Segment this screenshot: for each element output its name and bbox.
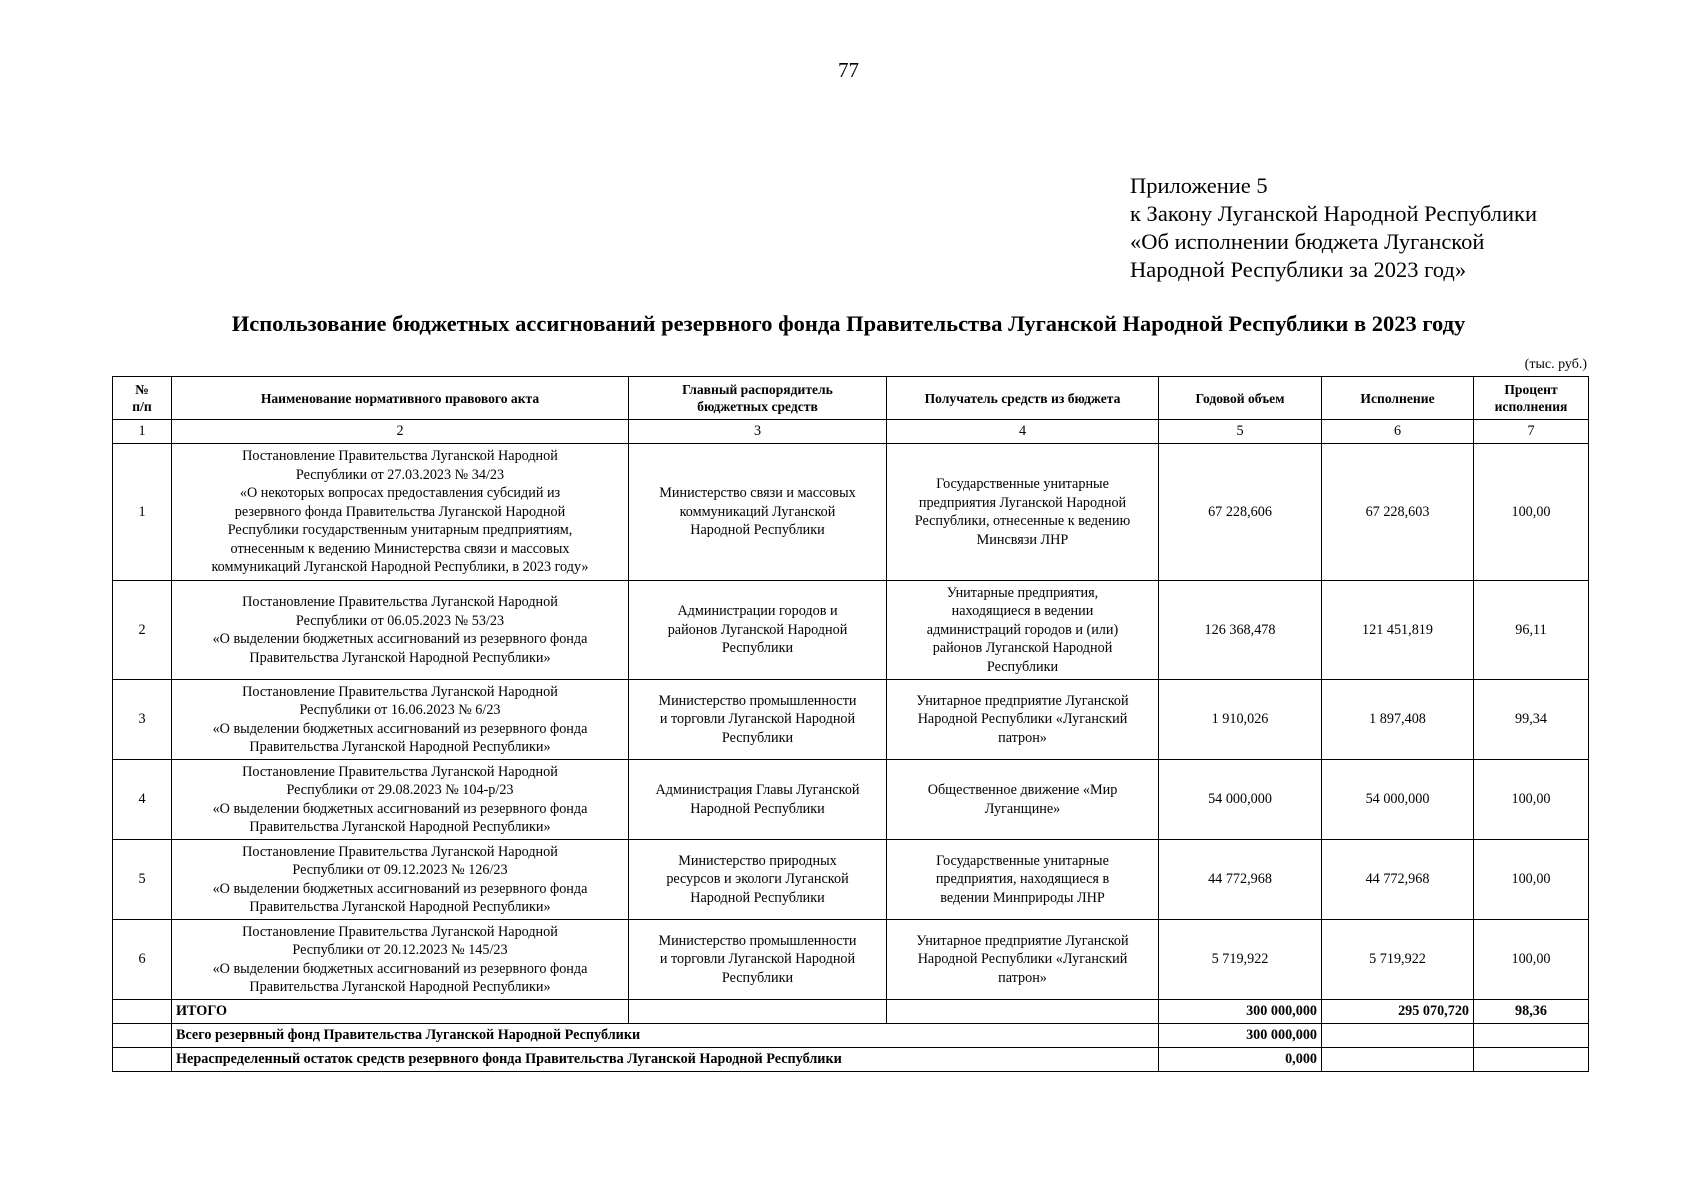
annual-cell: 44 772,968 [1159,840,1322,920]
column-number: 5 [1159,420,1322,444]
column-number: 6 [1322,420,1474,444]
column-number: 4 [887,420,1159,444]
manager-cell [629,444,887,581]
total-empty-cell [887,1000,1159,1024]
manager-cell [629,581,887,680]
percent-cell: 96,11 [1474,581,1589,680]
execution-cell: 54 000,000 [1322,760,1474,840]
reserve-total-label: Всего резервный фонд Правительства Луганской Народной Республики [172,1024,1159,1048]
manager-cell-line: коммуникаций Луганской [679,503,836,520]
page-number: 77 [838,58,859,82]
row-num-cell: 3 [113,680,172,760]
recipient-cell-line: Народной Республики «Луганский [917,951,1128,968]
row-num-cell: 2 [113,581,172,680]
act-cell-line: Правительства Луганской Народной Республики» [249,979,551,995]
table-header-row [113,377,1589,420]
manager-cell-line: и торговли Луганской Народной [659,711,856,728]
recipient-cell-line: районов Луганской Народной [932,640,1113,657]
reserve-total-row [113,1024,1589,1048]
recipient-cell [887,840,1159,920]
manager-cell-line: Министерство промышленности [658,932,857,949]
column-numbers-row [113,420,1589,444]
annual-cell: 67 228,606 [1159,444,1322,581]
manager-cell [629,760,887,840]
act-cell-line: Постановление Правительства Луганской Народной [242,843,558,860]
act-cell-line: «О некоторых вопросах предоставления субсидий из [239,485,561,502]
recipient-cell-line: Общественное движение «Мир [927,782,1118,798]
act-cell-line: «О выделении бюджетных ассигнований из резервного фонда [212,631,588,647]
unallocated-num-cell [113,1048,172,1072]
recipient-cell-line: Народной Республики «Луганский [917,711,1128,728]
manager-cell-line: Народной Республики [690,800,825,817]
act-cell-line: Правительства Луганской Народной Республики» [249,649,551,666]
execution-cell: 121 451,819 [1322,581,1474,680]
row-num-cell: 6 [113,920,172,1000]
manager-cell-line: Министерство природных [678,852,837,869]
act-cell [172,840,629,920]
act-cell-line: Постановление Правительства Луганской Народной [242,763,558,780]
units-label: (тыс. руб.) [1524,357,1587,372]
header-annual: Годовой объем [1159,377,1322,420]
unallocated-empty-cell [1474,1048,1589,1072]
act-cell-line: Правительства Луганской Народной Республики» [249,739,551,755]
act-cell-line: «О выделении бюджетных ассигнований из резервного фонда [212,960,588,977]
percent-cell: 100,00 [1474,920,1589,1000]
table-row [113,920,1589,1000]
recipient-cell [887,581,1159,680]
act-cell-line: резервного фонда Правительства Луганской Народной [234,503,566,520]
column-number: 2 [172,420,629,444]
appendix-line: «Об исполнении бюджета Луганской [1130,229,1485,254]
header-manager: Главный распорядитель бюджетных средств [629,377,887,420]
recipient-cell-line: Унитарные предприятия, [946,584,1099,601]
header-recipient: Получатель средств из бюджета [887,377,1159,420]
recipient-cell-line: Государственные унитарные [936,476,1109,492]
act-cell-line: Правительства Луганской Народной Республики» [249,819,551,835]
table-row [113,444,1589,581]
manager-cell [629,920,887,1000]
act-cell [172,760,629,840]
manager-cell-line: и торговли Луганской Народной [659,951,856,968]
recipient-cell-line: ведении Минприроды ЛНР [940,889,1105,906]
recipient-cell-line: Минсвязи ЛНР [976,531,1069,548]
execution-cell: 67 228,603 [1322,444,1474,581]
act-cell-line: «О выделении бюджетных ассигнований из резервного фонда [212,720,588,737]
total-percent: 98,36 [1474,1000,1589,1024]
recipient-cell [887,920,1159,1000]
act-cell-line: Постановление Правительства Луганской Народной [242,923,558,940]
recipient-cell-line: Унитарное предприятие Луганской [916,692,1129,709]
header-percent: Процент исполнения [1474,377,1589,420]
execution-cell: 44 772,968 [1322,840,1474,920]
act-cell-line: Республики от 20.12.2023 № 145/23 [292,942,508,958]
header-execution: Исполнение [1322,377,1474,420]
act-cell [172,581,629,680]
recipient-cell [887,760,1159,840]
appendix-line: к Закону Луганской Народной Республики [1130,201,1538,226]
table-row [113,840,1589,920]
act-cell-line: Республики от 27.03.2023 № 34/23 [295,466,505,483]
act-cell-line: Республики от 16.06.2023 № 6/23 [299,702,501,718]
document-title: Использование бюджетных ассигнований резервного фонда Правительства Луганской Народной Республики в 2023 году [231,311,1466,336]
annual-cell: 1 910,026 [1159,680,1322,760]
act-cell-line: Республики от 09.12.2023 № 126/23 [292,862,508,878]
reserve-total-annual: 300 000,000 [1159,1024,1322,1048]
unallocated-label: Нераспределенный остаток средств резервного фонда Правительства Луганской Народной Республики [172,1048,1159,1072]
column-number: 1 [113,420,172,444]
annual-cell: 126 368,478 [1159,581,1322,680]
table-row [113,581,1589,680]
table-row [113,680,1589,760]
recipient-cell [887,444,1159,581]
recipient-cell-line: Унитарное предприятие Луганской [916,932,1129,949]
recipient-cell-line: находящиеся в ведении [951,603,1094,620]
act-cell-line: коммуникаций Луганской Народной Республики, в 2023 году» [211,559,589,576]
recipient-cell-line: Государственные унитарные [936,852,1109,869]
recipient-cell-line: Луганщине» [984,800,1061,817]
manager-cell-line: Администрация Главы Луганской [655,782,860,798]
recipient-cell-line: патрон» [998,969,1047,986]
total-execution: 295 070,720 [1322,1000,1474,1024]
act-cell-line: отнесенным к ведению Министерства связи и массовых [230,540,570,557]
act-cell-line: Республики от 29.08.2023 № 104-р/23 [286,782,514,798]
act-cell [172,680,629,760]
recipient-cell-line: Республики [986,658,1059,675]
manager-cell [629,840,887,920]
appendix-line: Приложение 5 [1130,173,1268,198]
manager-cell [629,680,887,760]
manager-cell-line: районов Луганской Народной [667,621,848,638]
act-cell [172,920,629,1000]
annual-cell: 54 000,000 [1159,760,1322,840]
appendix-block [1130,172,1537,284]
manager-cell-line: Республики [721,729,794,746]
total-label: ИТОГО [172,1000,629,1024]
manager-cell-line: Администрации городов и [677,603,838,620]
percent-cell: 100,00 [1474,444,1589,581]
manager-cell-line: Министерство промышленности [658,692,857,709]
recipient-cell-line: предприятия, находящиеся в [935,871,1110,888]
annual-cell: 5 719,922 [1159,920,1322,1000]
unallocated-row [113,1048,1589,1072]
total-num-cell [113,1000,172,1024]
reserve-total-num-cell [113,1024,172,1048]
reserve-total-empty-cell [1322,1024,1474,1048]
reserve-fund-table [112,376,1589,1072]
act-cell-line: Республики государственным унитарным предприятиям, [227,522,573,539]
execution-cell: 1 897,408 [1322,680,1474,760]
act-cell-line: Республики от 06.05.2023 № 53/23 [295,612,505,629]
header-num: № п/п [113,377,172,420]
manager-cell-line: ресурсов и экологи Луганской [666,871,849,888]
recipient-cell-line: Республики, отнесенные к ведению [914,513,1131,529]
row-num-cell: 5 [113,840,172,920]
unallocated-annual: 0,000 [1159,1048,1322,1072]
header-act: Наименование нормативного правового акта [172,377,629,420]
recipient-cell-line: предприятия Луганской Народной [918,494,1127,511]
reserve-total-empty-cell [1474,1024,1589,1048]
column-number: 3 [629,420,887,444]
act-cell-line: Постановление Правительства Луганской Народной [242,448,558,465]
total-annual: 300 000,000 [1159,1000,1322,1024]
manager-cell-line: Министерство связи и массовых [659,485,856,502]
table-body [113,444,1589,1000]
act-cell-line: Постановление Правительства Луганской Народной [242,594,558,610]
recipient-cell-line: администраций городов и (или) [926,621,1119,638]
unallocated-empty-cell [1322,1048,1474,1072]
execution-cell: 5 719,922 [1322,920,1474,1000]
row-num-cell: 4 [113,760,172,840]
manager-cell-line: Республики [721,969,794,986]
appendix-line: Народной Республики за 2023 год» [1130,257,1467,282]
total-empty-cell [629,1000,887,1024]
table-row [113,760,1589,840]
row-num-cell: 1 [113,444,172,581]
total-row [113,1000,1589,1024]
act-cell [172,444,629,581]
act-cell-line: «О выделении бюджетных ассигнований из резервного фонда [212,800,588,817]
column-number: 7 [1474,420,1589,444]
manager-cell-line: Народной Республики [690,889,825,906]
percent-cell: 100,00 [1474,760,1589,840]
act-cell-line: «О выделении бюджетных ассигнований из резервного фонда [212,880,588,897]
recipient-cell [887,680,1159,760]
act-cell-line: Правительства Луганской Народной Республики» [249,899,551,915]
manager-cell-line: Народной Республики [690,522,825,539]
act-cell-line: Постановление Правительства Луганской Народной [242,683,558,700]
recipient-cell-line: патрон» [998,729,1047,746]
percent-cell: 99,34 [1474,680,1589,760]
manager-cell-line: Республики [721,640,794,657]
percent-cell: 100,00 [1474,840,1589,920]
